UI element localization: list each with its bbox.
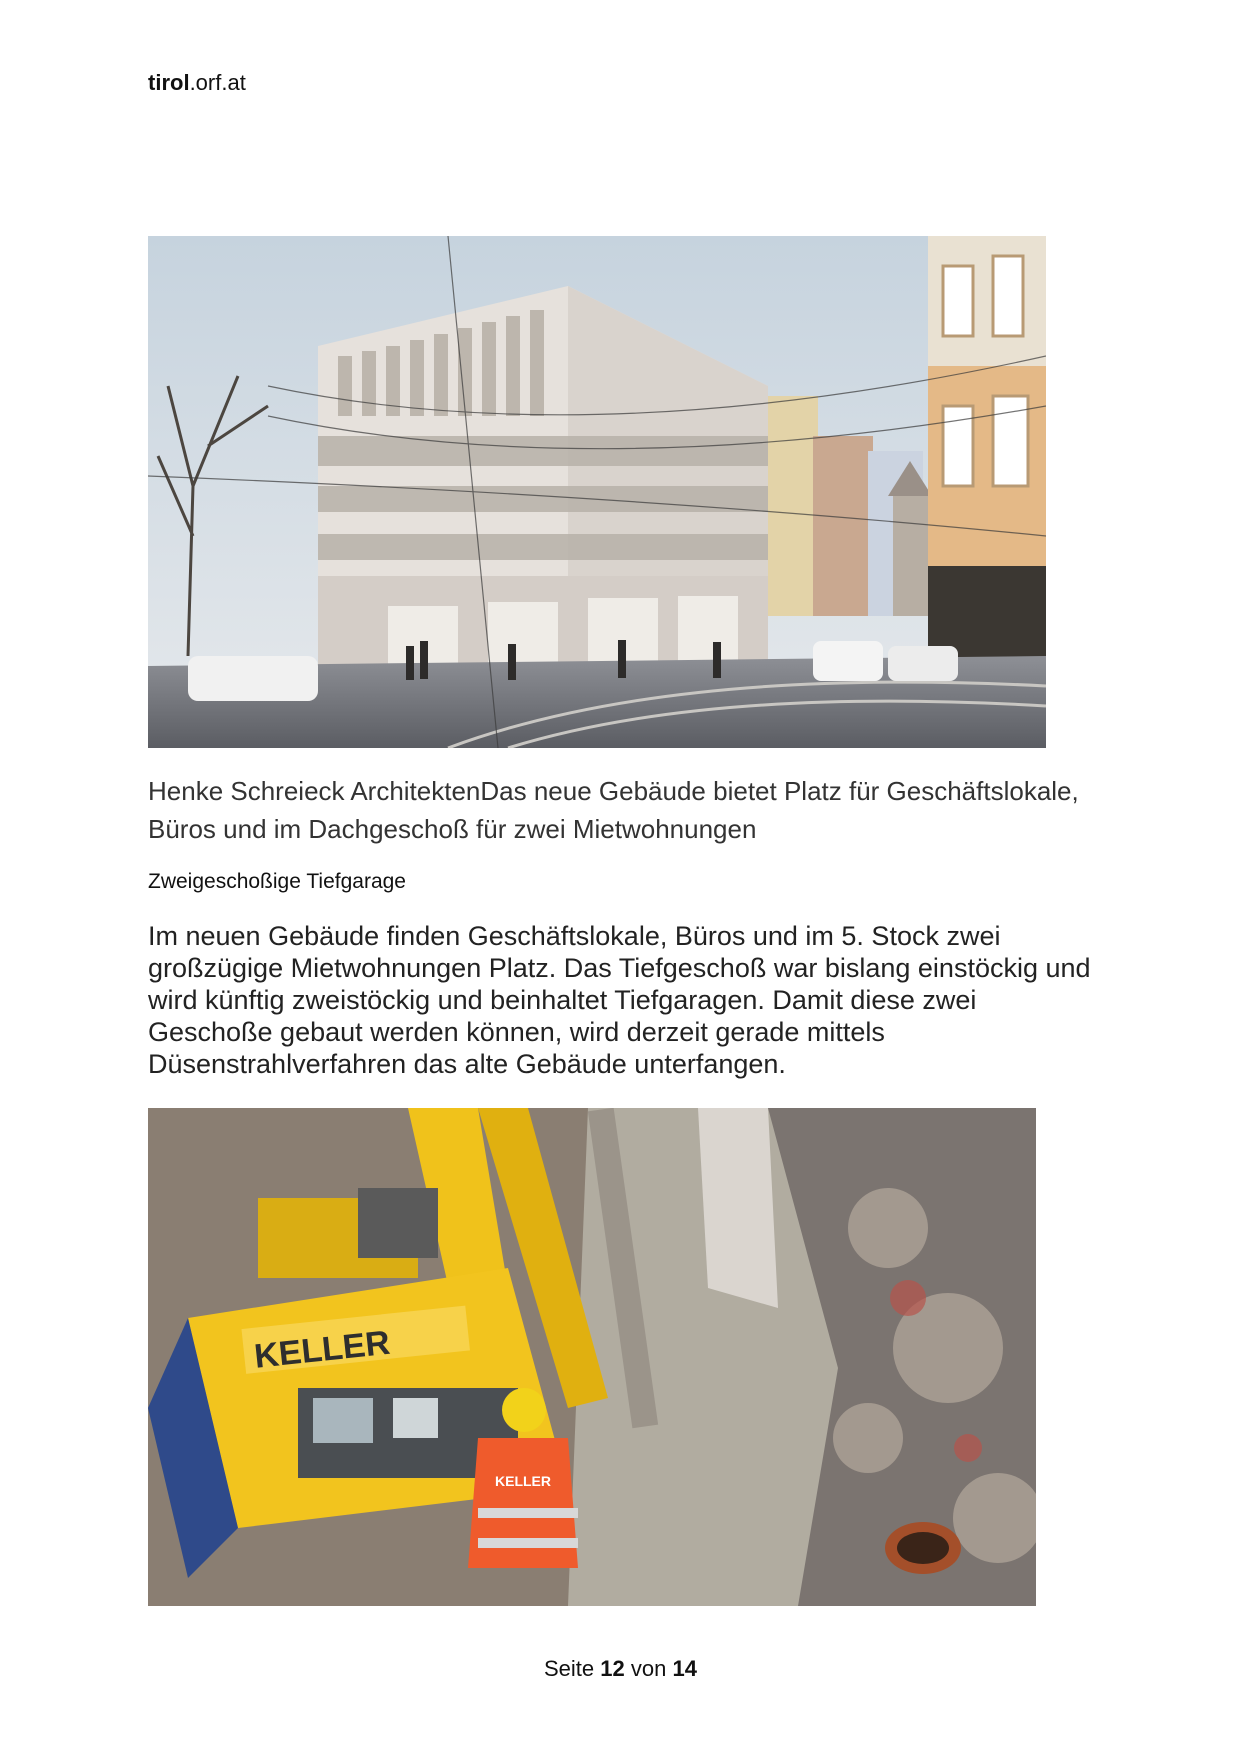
vest-brand-text: KELLER bbox=[495, 1473, 551, 1489]
site-header bbox=[148, 70, 246, 96]
image-caption: Henke Schreieck ArchitektenDas neue Gebäude bietet Platz für Geschäftslokale, Büros und im Dachgeschoß für zwei Mietwohnungen bbox=[148, 776, 1079, 844]
page-footer bbox=[0, 1656, 1241, 1682]
construction-site-image bbox=[148, 1108, 1036, 1606]
footer-prefix: Seite bbox=[544, 1656, 595, 1681]
site-name-bold: tirol bbox=[148, 70, 190, 95]
footer-page-number: 12 bbox=[600, 1656, 625, 1681]
section-subheading: Zweigeschoßige Tiefgarage bbox=[148, 870, 406, 893]
footer-mid: von bbox=[630, 1656, 667, 1681]
site-domain: .orf.at bbox=[189, 70, 246, 95]
footer-page-total: 14 bbox=[672, 1656, 697, 1681]
machine-brand-text: KELLER bbox=[252, 1323, 392, 1376]
article-paragraph: Im neuen Gebäude finden Geschäftslokale, Büros und im 5. Stock zwei großzügige Mietwohnungen Platz. Das Tiefgeschoß war bislang einstöckig und wird künftig zweistöckig und beinhaltet Tiefgaragen. Damit diese zwei Geschoße gebaut werden können, wird derzeit gerade mittels Düsenstrahlverfahren das alte Gebäude unterfangen. bbox=[148, 921, 1091, 1079]
building-rendering-image bbox=[148, 236, 1046, 748]
